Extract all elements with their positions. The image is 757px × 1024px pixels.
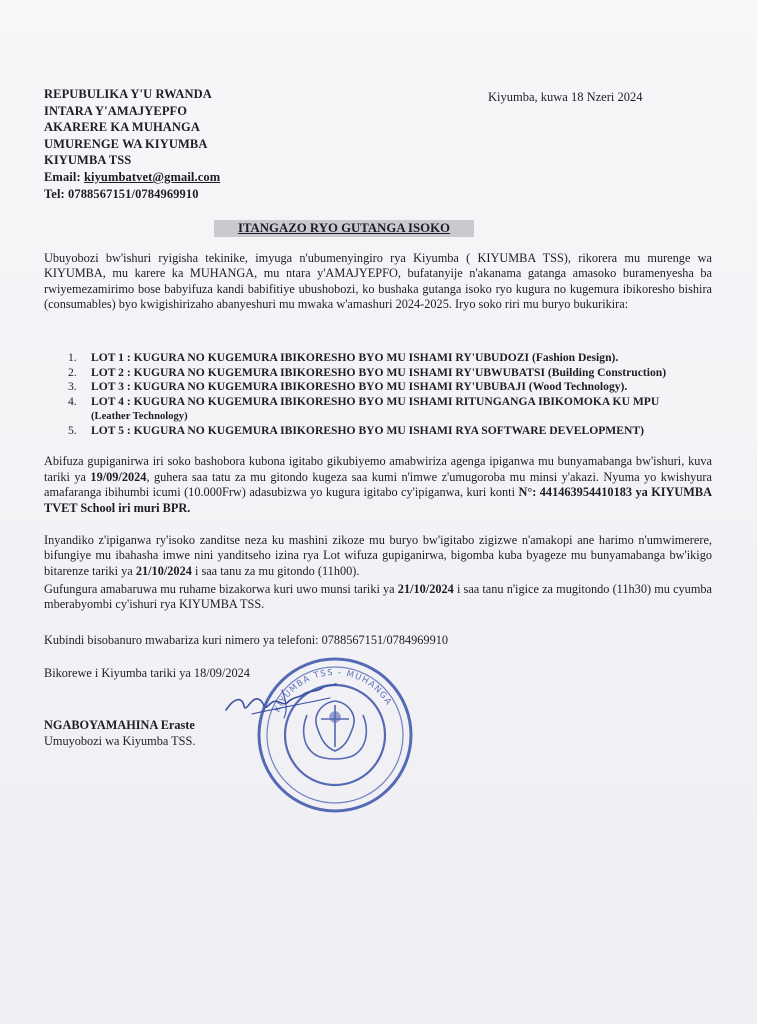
letterhead-line-district: AKARERE KA MUHANGA bbox=[44, 120, 200, 135]
contact-line: Kubindi bisobanuro mwabariza kuri nimero ya telefoni: 0788567151/0784969910 bbox=[44, 633, 449, 647]
lot-number: 5. bbox=[68, 424, 77, 437]
lot-item bbox=[68, 351, 718, 365]
email-label: Email: bbox=[44, 169, 81, 184]
intro-paragraph bbox=[44, 251, 712, 312]
signed-at-line: Bikorewe i Kiyumba tariki ya 18/09/2024 bbox=[44, 666, 250, 680]
lot-text: LOT 5 : KUGURA NO KUGEMURA IBIKORESHO BYO MU ISHAMI RYA SOFTWARE DEVELOPMENT) bbox=[91, 424, 644, 437]
bank-account: N°: 441463954410183 ya KIYUMBA TVET School iri muri BPR. bbox=[44, 485, 712, 515]
date-line: Kiyumba, kuwa 18 Nzeri 2024 bbox=[488, 90, 643, 104]
lot-item bbox=[68, 380, 718, 394]
stamp-ring-text: KIYUMBA TSS - MUHANGA bbox=[272, 667, 394, 715]
letterhead bbox=[44, 86, 220, 202]
letterhead-line-province: INTARA Y'AMAJYEPFO bbox=[44, 103, 188, 118]
tender-document-paragraph bbox=[44, 454, 712, 516]
lot-number: 2. bbox=[68, 365, 77, 379]
email-link[interactable]: kiyumbatvet@gmail.com bbox=[83, 169, 221, 184]
intro-text: Ubuyobozi bw'ishuri ryigisha tekinike, imyuga n'ubumenyingiro rya Kiyumba ( KIYUMBA TSS), rikorera mu murenge wa KIYUMBA, mu karere ka MUHANGA, mu ntara y'AMAJYEPFO, bufatanyije n'akanama gatanga amasoko buramenyesha ba rwiyemezamirimo bose babyifuza kandi babifitiye ubushobozi, ko bushaka gutanga isoko ryo kugura no kugemura ibikoresho bishira (consumables) byo kwigishirizaho abanyeshuri mu mwaka w'amashuri 2024-2025. Iryo soko riri mu buryo bukurikira: bbox=[44, 251, 712, 311]
signer-name: NGABOYAMAHINA Eraste bbox=[44, 718, 195, 732]
lot-number: 1. bbox=[68, 351, 77, 364]
letterhead-line-country: REPUBULIKA Y'U RWANDA bbox=[44, 87, 212, 101]
opening-date: 21/10/2024 bbox=[397, 582, 454, 596]
letterhead-email bbox=[44, 169, 220, 186]
para2-date: 19/09/2024 bbox=[90, 469, 147, 484]
coat-of-arms-icon bbox=[304, 701, 367, 759]
lot-list bbox=[68, 351, 718, 439]
document-title: ITANGAZO RYO GUTANGA ISOKO bbox=[214, 220, 474, 237]
lot-subtext: (Leather Technology) bbox=[91, 410, 188, 422]
para2-text-b: , guhera saa tatu za mu gitondo kugeza saa kumi n'imwe z'umugoroba mu minsi y'akazi. Nyuma yo kwishyura amafaranga ibihumbi icumi (10.000Frw) adasubizwa yo kugura igitabo cy'ipiganwa, kuri konti bbox=[44, 469, 712, 500]
lot-text: LOT 3 : KUGURA NO KUGEMURA IBIKORESHO BYO MU ISHAMI RY'UBUBAJI (Wood Technology). bbox=[91, 380, 628, 393]
lot-text: LOT 2 : KUGURA NO KUGEMURA IBIKORESHO BYO MU ISHAMI RY'UBWUBATSI (Building Construction) bbox=[91, 365, 667, 379]
lot-text: LOT 1 : KUGURA NO KUGEMURA IBIKORESHO BYO MU ISHAMI RY'UBUDOZI (Fashion Design). bbox=[91, 351, 619, 364]
official-stamp bbox=[255, 655, 415, 815]
letterhead-line-school: KIYUMBA TSS bbox=[44, 153, 132, 168]
para3-text-b: i saa tanu za mu gitondo (11h00). bbox=[191, 563, 360, 578]
opening-paragraph bbox=[44, 582, 712, 613]
letterhead-tel: Tel: 0788567151/0784969910 bbox=[44, 186, 199, 201]
para2-text-a: Abifuza gupiganirwa iri soko bashobora kubona igitabo gikubiyemo amabwiriza agenga ipiganwa mu bunyamabanga bw'ishuri, kuva tariki ya bbox=[44, 454, 712, 484]
lot-item bbox=[68, 424, 718, 438]
para4-text-a: Gufungura amabaruwa mu ruhame bizakorwa kuri uwo munsi tariki ya bbox=[44, 582, 398, 596]
lot-item bbox=[68, 395, 718, 424]
submission-paragraph bbox=[44, 533, 712, 579]
lot-number: 4. bbox=[68, 394, 77, 408]
para3-text-a: Inyandiko z'ipiganwa ry'isoko zanditse neza ku mashini zikoze mu buryo bw'igitabo zigizwe n'amakopi ane harimo n'umwimerere, bifungiye mu ibahasha imwe nini yanditseho izina rya Lot wifuza gupiganirwa, bigomba kuba byageze mu bunyamabanga bw'ikigo bitarenze tariki ya bbox=[44, 533, 712, 578]
lot-text: LOT 4 : KUGURA NO KUGEMURA IBIKORESHO BYO MU ISHAMI RITUNGANGA IBIKOMOKA KU MPU bbox=[91, 394, 660, 408]
lot-number: 3. bbox=[68, 380, 77, 393]
signer-role: Umuyobozi wa Kiyumba TSS. bbox=[44, 734, 196, 748]
lot-item bbox=[68, 366, 718, 380]
para4-text-b: i saa tanu n'igice za mugitondo (11h30) mu cyumba mberabyombi cy'ishuri rya KIYUMBA TSS. bbox=[44, 582, 712, 612]
submission-date: 21/10/2024 bbox=[135, 563, 192, 578]
letterhead-line-sector: UMURENGE WA KIYUMBA bbox=[44, 136, 208, 151]
